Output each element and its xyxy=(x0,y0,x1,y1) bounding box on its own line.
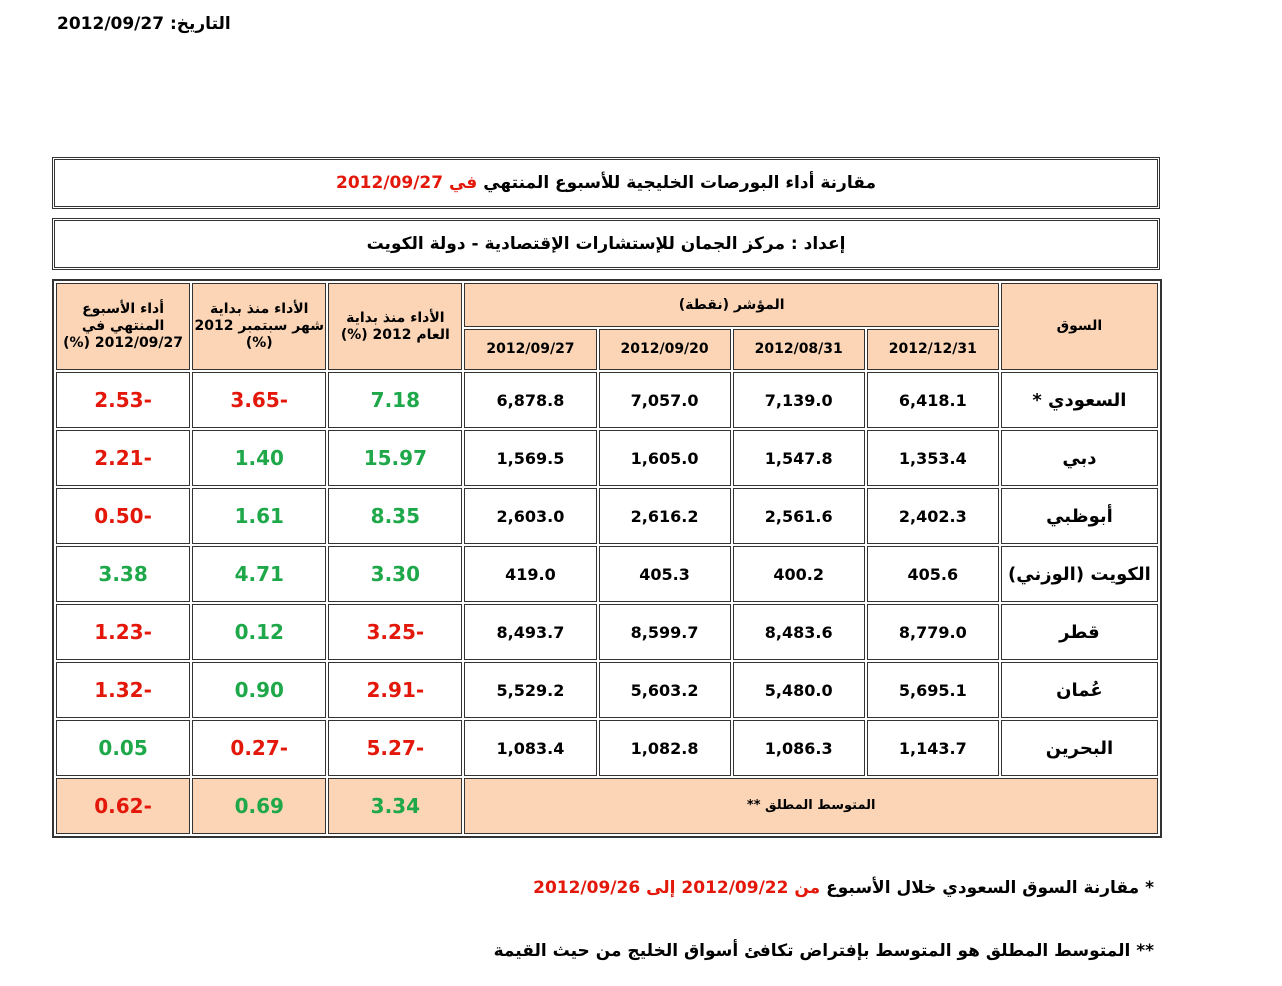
table-row xyxy=(56,488,1158,544)
performance-table xyxy=(52,279,1162,838)
table-subtitle: إعداد : مركز الجمان للإستشارات الإقتصادية - دولة الكويت xyxy=(52,218,1160,270)
index-value: 1,082.8 xyxy=(599,720,731,776)
index-value: 8,599.7 xyxy=(599,604,731,660)
header-week: أداء الأسبوع المنتهي في 2012/09/27 (%) xyxy=(56,283,190,370)
header-date: 2012/09/20 xyxy=(599,329,731,370)
market-cell: دبي xyxy=(1001,430,1158,486)
average-label: المتوسط المطلق ** xyxy=(464,778,1158,834)
market-cell: قطر xyxy=(1001,604,1158,660)
header-date: 2012/09/27 xyxy=(464,329,596,370)
index-value: 1,083.4 xyxy=(464,720,596,776)
ytd-value: -3.25 xyxy=(328,604,462,660)
ytd-value: -2.91 xyxy=(328,662,462,718)
table-row xyxy=(56,720,1158,776)
week-value: -2.21 xyxy=(56,430,190,486)
table-row xyxy=(56,430,1158,486)
mtd-value: 0.90 xyxy=(192,662,326,718)
index-value: 1,086.3 xyxy=(733,720,865,776)
index-value: 8,493.7 xyxy=(464,604,596,660)
market-cell: أبوظبي xyxy=(1001,488,1158,544)
table-row xyxy=(56,372,1158,428)
index-value: 7,057.0 xyxy=(599,372,731,428)
table-row xyxy=(56,604,1158,660)
header-market: السوق xyxy=(1001,283,1158,370)
market-cell: عُمان xyxy=(1001,662,1158,718)
average-ytd: 3.34 xyxy=(328,778,462,834)
index-value: 6,878.8 xyxy=(464,372,596,428)
average-mtd: 0.69 xyxy=(192,778,326,834)
market-cell: البحرين xyxy=(1001,720,1158,776)
market-cell: السعودي * xyxy=(1001,372,1158,428)
index-value: 1,547.8 xyxy=(733,430,865,486)
footnote-saudi-dates: من 2012/09/22 إلى 2012/09/26 xyxy=(533,878,821,898)
index-value: 419.0 xyxy=(464,546,596,602)
table-title xyxy=(52,157,1160,209)
report-date: التاريخ: 2012/09/27 xyxy=(57,14,231,34)
title-main: مقارنة أداء البورصات الخليجية للأسبوع المنتهي xyxy=(483,173,876,193)
week-value: 3.38 xyxy=(56,546,190,602)
index-value: 1,605.0 xyxy=(599,430,731,486)
ytd-value: 7.18 xyxy=(328,372,462,428)
index-value: 5,529.2 xyxy=(464,662,596,718)
index-value: 5,603.2 xyxy=(599,662,731,718)
index-value: 1,143.7 xyxy=(867,720,999,776)
index-value: 405.3 xyxy=(599,546,731,602)
header-mtd: الأداء منذ بداية شهر سبتمبر 2012 (%) xyxy=(192,283,326,370)
index-value: 405.6 xyxy=(867,546,999,602)
index-value: 8,483.6 xyxy=(733,604,865,660)
title-highlight: في 2012/09/27 xyxy=(336,173,478,193)
ytd-value: 15.97 xyxy=(328,430,462,486)
index-value: 6,418.1 xyxy=(867,372,999,428)
footnote-saudi xyxy=(533,878,1154,898)
week-value: -2.53 xyxy=(56,372,190,428)
index-value: 2,616.2 xyxy=(599,488,731,544)
average-week: -0.62 xyxy=(56,778,190,834)
week-value: -0.50 xyxy=(56,488,190,544)
mtd-value: 0.12 xyxy=(192,604,326,660)
week-value: 0.05 xyxy=(56,720,190,776)
header-date: 2012/08/31 xyxy=(733,329,865,370)
index-value: 1,569.5 xyxy=(464,430,596,486)
index-value: 7,139.0 xyxy=(733,372,865,428)
mtd-value: -3.65 xyxy=(192,372,326,428)
index-value: 2,603.0 xyxy=(464,488,596,544)
index-value: 2,402.3 xyxy=(867,488,999,544)
footnote-average: ** المتوسط المطلق هو المتوسط بإفتراض تكافئ أسواق الخليج من حيث القيمة xyxy=(493,941,1154,961)
index-value: 5,480.0 xyxy=(733,662,865,718)
index-value: 400.2 xyxy=(733,546,865,602)
mtd-value: 1.40 xyxy=(192,430,326,486)
mtd-value: 4.71 xyxy=(192,546,326,602)
footnote-saudi-text: * مقارنة السوق السعودي خلال الأسبوع xyxy=(826,878,1154,898)
ytd-value: 3.30 xyxy=(328,546,462,602)
market-cell: الكويت (الوزني) xyxy=(1001,546,1158,602)
table-row xyxy=(56,546,1158,602)
mtd-value: -0.27 xyxy=(192,720,326,776)
index-value: 8,779.0 xyxy=(867,604,999,660)
average-row xyxy=(56,778,1158,834)
table-row xyxy=(56,662,1158,718)
mtd-value: 1.61 xyxy=(192,488,326,544)
header-index-group: المؤشر (نقطة) xyxy=(464,283,998,327)
ytd-value: 8.35 xyxy=(328,488,462,544)
week-value: -1.23 xyxy=(56,604,190,660)
index-value: 5,695.1 xyxy=(867,662,999,718)
header-ytd: الأداء منذ بداية العام 2012 (%) xyxy=(328,283,462,370)
index-value: 2,561.6 xyxy=(733,488,865,544)
header-date: 2012/12/31 xyxy=(867,329,999,370)
week-value: -1.32 xyxy=(56,662,190,718)
index-value: 1,353.4 xyxy=(867,430,999,486)
ytd-value: -5.27 xyxy=(328,720,462,776)
